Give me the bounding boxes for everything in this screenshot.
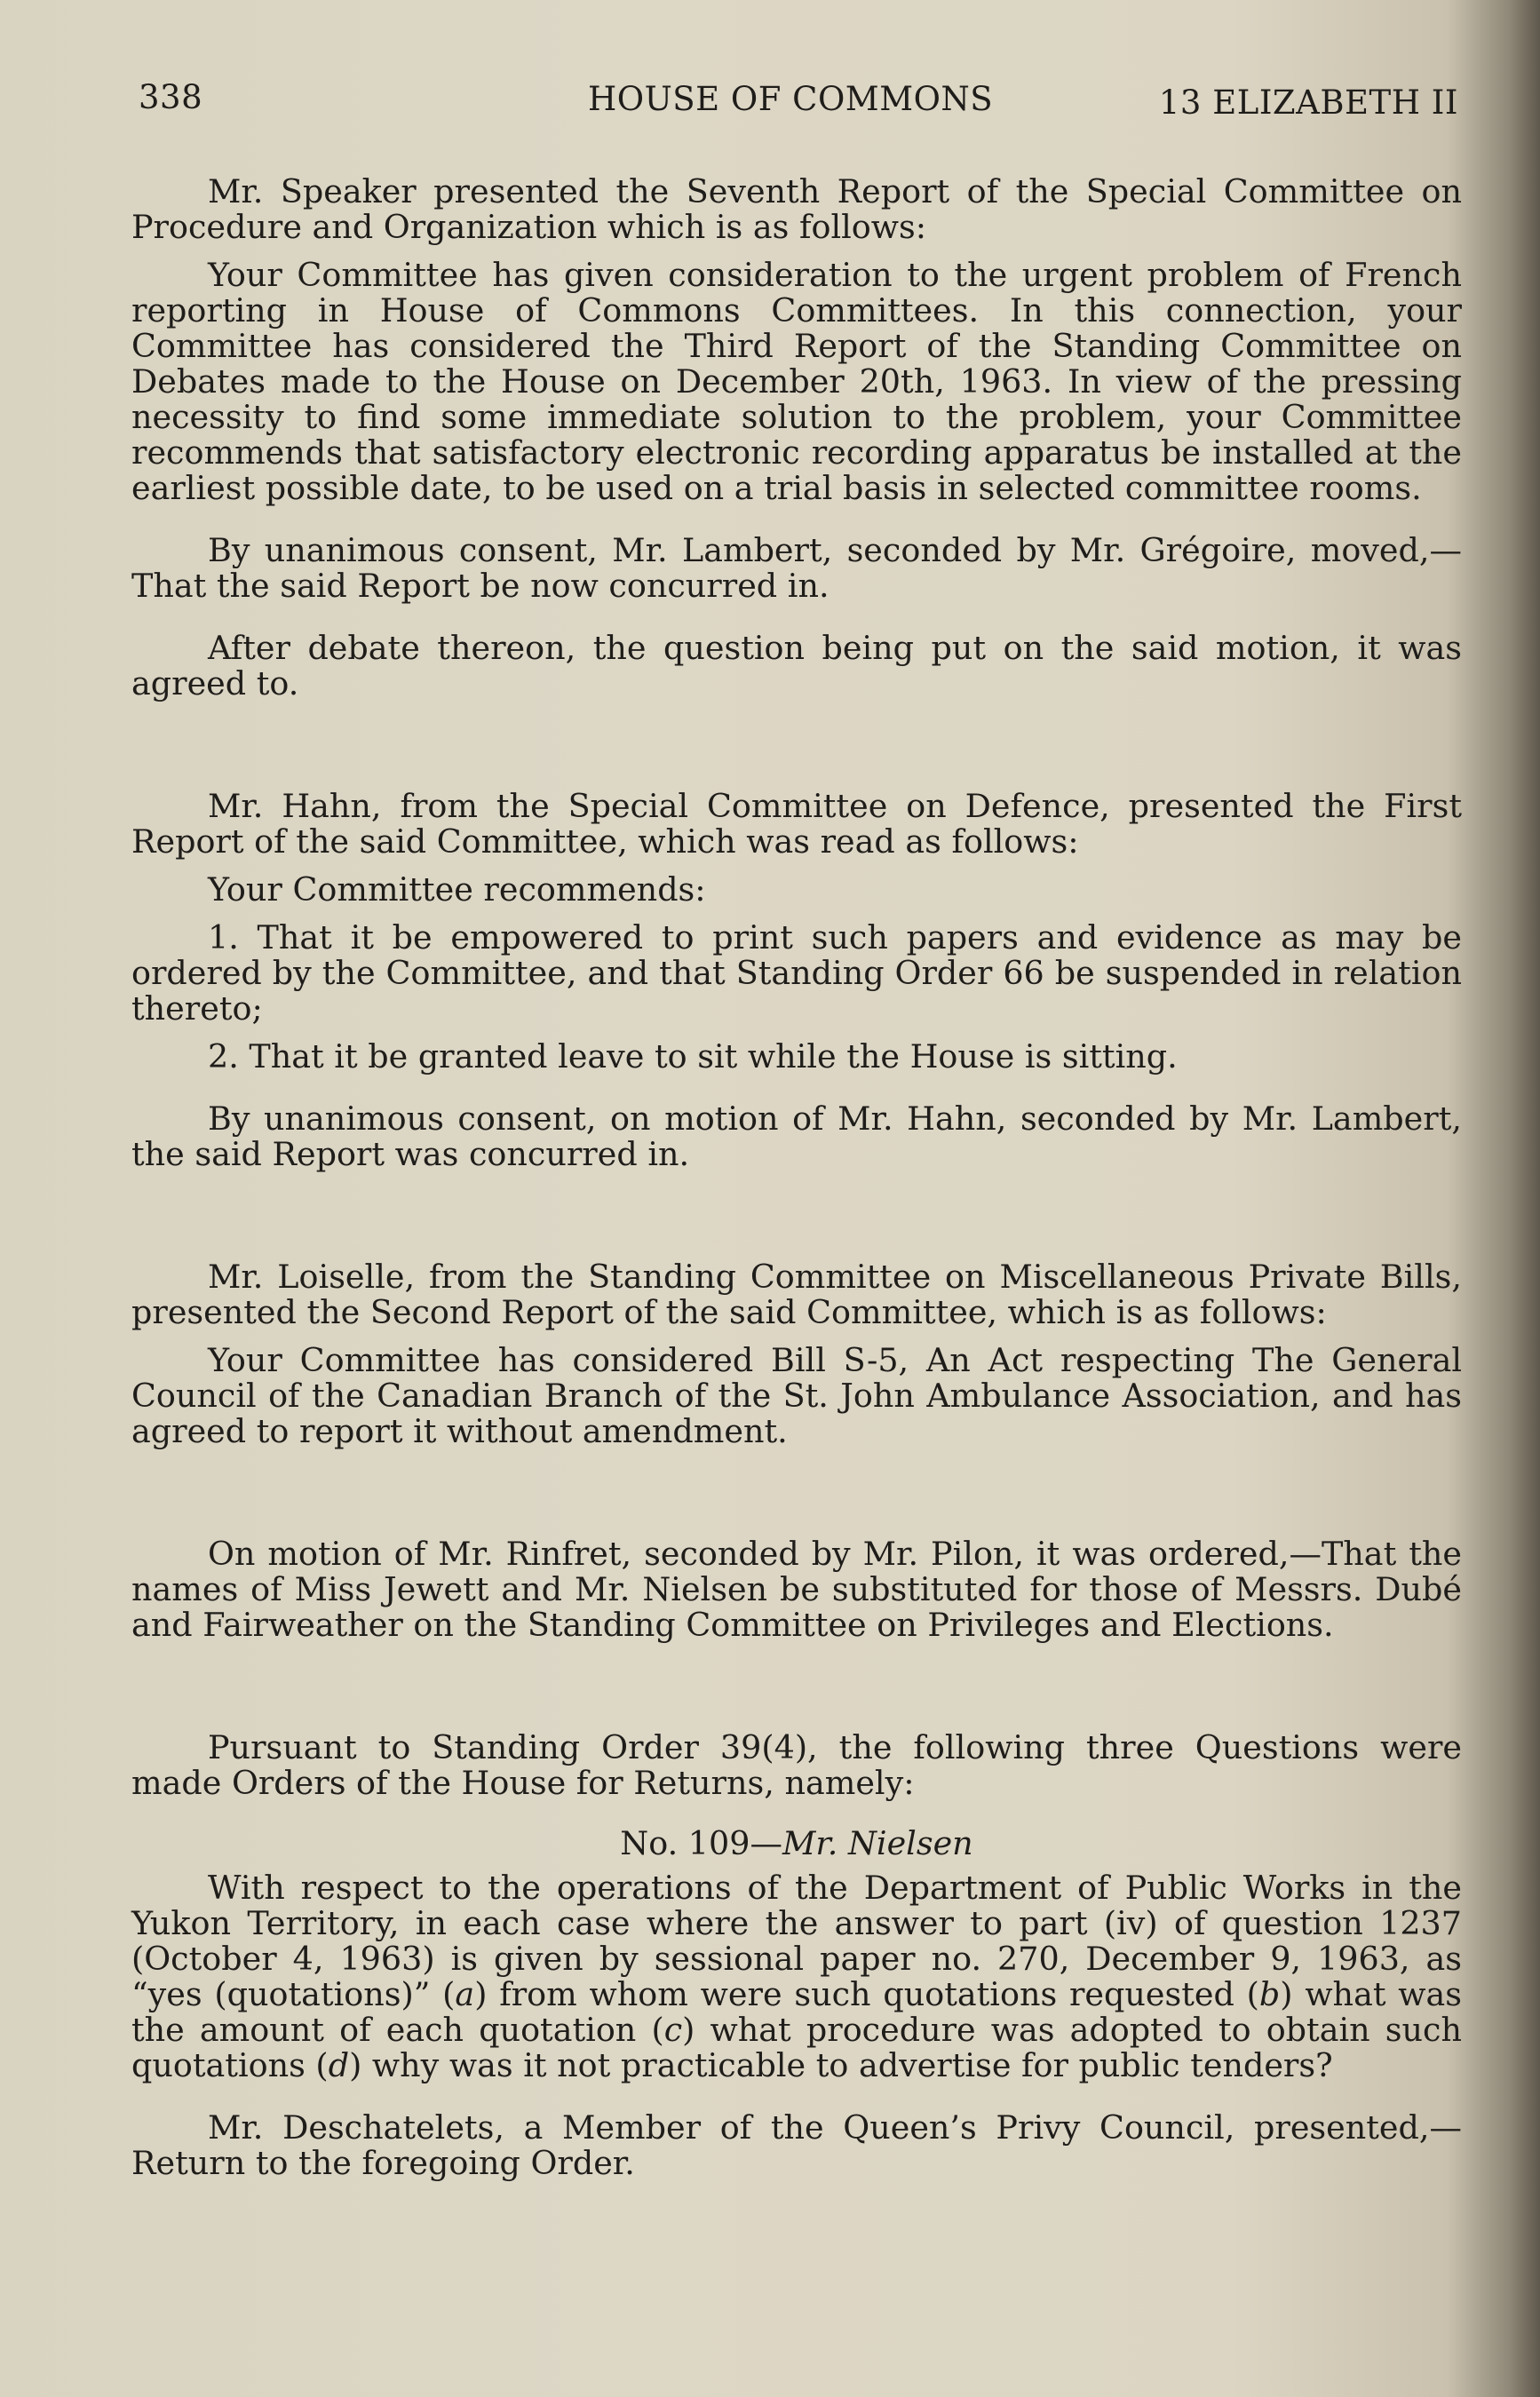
regnal-year: 13 ELIZABETH II: [1158, 83, 1458, 122]
page-number: 338: [139, 78, 203, 116]
question-text: With respect to the operations of the Department of Public Works in the Yukon Territory, in each case where the answer to part (iv) of question 1237 (October 4, 1963) is given by sessional paper no. 270, December 9, 1963, as “yes (quotations)” (a) from whom were such quotations requested (b) what was the amount of each quotation (c) what procedure was adopted to obtain such quotations (d) why was it not practicable to advertise for public tenders?: [131, 1869, 1463, 2084]
speaker-report-intro: Mr. Speaker presented the Seventh Report of the Special Committee on Procedure and Organization which is as follows:: [131, 172, 1462, 246]
page-body: [131, 174, 1462, 2181]
returns-intro: Pursuant to Standing Order 39(4), the following three Questions were made Orders of the House for Returns, namely:: [131, 1728, 1462, 1802]
defence-concurred: By unanimous consent, on motion of Mr. Hahn, seconded by Mr. Lambert, the said Report was concurred in.: [131, 1099, 1462, 1173]
bill-s5-text: Your Committee has considered Bill S-5, An Act respecting The General Council of the Canadian Branch of the St. John Ambulance Association, and has agreed to report it without amendment.: [131, 1341, 1462, 1450]
question-heading: [131, 1826, 1462, 1861]
defence-item-2: 2. That it be granted leave to sit while the House is sitting.: [208, 1037, 1178, 1075]
concurrence-motion: By unanimous consent, Mr. Lambert, seconded by Mr. Grégoire, moved,—That the said Report be now concurred in.: [131, 531, 1462, 605]
motion-agreed: After debate thereon, the question being put on the said motion, it was agreed to.: [131, 629, 1462, 702]
substitution-order: On motion of Mr. Rinfret, seconded by Mr. Pilon, it was ordered,—That the names of Miss Jewett and Mr. Nielsen be substituted for those of Messrs. Dubé and Fairweather on the Standing Committee on Privileges and Elections.: [131, 1535, 1462, 1644]
question-member: Mr. Nielsen: [782, 1824, 973, 1862]
defence-item-1: 1. That it be empowered to print such papers and evidence as may be ordered by the Committee, and that Standing Order 66 be suspended in relation thereto;: [131, 918, 1462, 1028]
running-title: HOUSE OF COMMONS: [588, 80, 994, 118]
return-presented: Mr. Deschatelets, a Member of the Queen’s Privy Council, presented,—Return to the foregoing Order.: [131, 2108, 1462, 2182]
defence-recommends: Your Committee recommends:: [208, 870, 706, 909]
page-header: [135, 78, 1458, 123]
seventh-report-text: Your Committee has given consideration to the urgent problem of French reporting in House of Commons Committees. In this connection, your Committee has considered the Third Report of the Standing Committee on Debates made to the House on December 20th, 1963. In view of the pressing necessity to find some immediate solution to the problem, your Committee recommends that satisfactory electronic recording apparatus be installed at the earliest possible date, to be used on a trial basis in selected committee rooms.: [131, 256, 1462, 507]
defence-report-intro: Mr. Hahn, from the Special Committee on Defence, presented the First Report of the said Committee, which was read as follows:: [131, 787, 1462, 861]
question-number: No. 109—: [620, 1824, 782, 1862]
private-bills-report-intro: Mr. Loiselle, from the Standing Committee on Miscellaneous Private Bills, presented the Second Report of the said Committee, which is as follows:: [131, 1258, 1462, 1331]
